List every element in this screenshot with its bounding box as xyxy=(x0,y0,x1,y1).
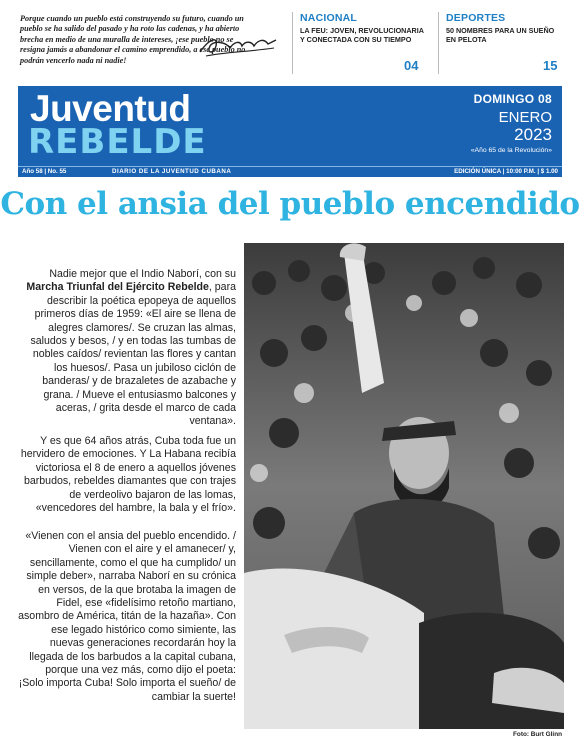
masthead-info-bar xyxy=(18,166,562,177)
anniversary-motto: «Año 65 de la Revolución» xyxy=(470,147,552,154)
paragraph-1-rest: , para describir la poética epopeya de aquellos primeros días de 1959: «El aire se llena de alegres clamores/. Se cruzan las almas, saludos y besos, / y en todas las tumbas de nobles caídos/ revientan las flores y cantan los huesos/. Pasa un jubiloso ciclón de banderas/ y de brazaletes de azabache y grana. / Mueve el entusiasmo balcones y aceras, / grita desde el marco de cada ventana». xyxy=(30,281,236,428)
photo-image xyxy=(244,243,564,729)
date-month: ENERO xyxy=(498,109,552,126)
article-paragraph-2: Y es que 64 años atrás, Cuba toda fue un hervidero de emociones. Y La Habana recibía victoriosa el 8 de enero a aquellos jóvenes barbudos, rebeldes diamantes que con trajes de verdeolivo bajaron de las lomas, «vencedores del hambre, la bala y el frío». xyxy=(20,435,236,515)
poem-title: Marcha Triunfal del Ejército Rebelde xyxy=(26,281,209,294)
date-year: 2023 xyxy=(514,125,552,144)
date-block xyxy=(471,92,552,154)
teaser-nacional-page: 04 xyxy=(404,58,419,73)
main-photo xyxy=(244,243,564,729)
teaser-nacional-text: LA FEU: JOVEN, REVOLUCIONARIA Y CONECTADA CON SU TIEMPO xyxy=(300,26,424,44)
teaser-nacional[interactable] xyxy=(300,12,424,44)
logo-juventud: Juventud xyxy=(30,88,191,129)
signature-icon xyxy=(196,30,280,60)
strip-divider xyxy=(292,12,293,74)
top-strip xyxy=(0,0,580,86)
date-day: DOMINGO 08 xyxy=(473,92,552,106)
article-paragraph-1 xyxy=(18,268,236,429)
headline: Con el ansia del pueblo encendido xyxy=(0,186,580,222)
logo-rebelde: REBELDE xyxy=(28,122,207,162)
teaser-deportes-label: DEPORTES xyxy=(446,12,506,24)
paragraph-1-intro: Nadie mejor que el Indio Naborí, con su xyxy=(49,268,236,280)
teaser-deportes[interactable] xyxy=(446,12,564,44)
article-paragraph-3: «Vienen con el ansia del pueblo encendido. / Vienen con el aire y el amanecer/ y, sencillamente, como el que ha cumplido/ un simple deber», narraba Naborí en su crónica en versos, de la que brotaba la imagen de Fidel, ese «fidelísimo retoño martiano, asombro de América, titán de la hazaña». Con ese legado histórico como simiente, las nuevas generaciones recordarán hoy la llegada de los barbudos a la capital cubana, porque una vez más, como dijo el poeta: ¡Solo importa Cuba! Solo importa el sueño/ de cambiar la suerte! xyxy=(18,530,236,703)
photo-credit: Foto: Burt Glinn xyxy=(513,731,562,738)
teaser-deportes-page: 15 xyxy=(543,58,558,73)
teaser-nacional-label: NACIONAL xyxy=(300,12,358,24)
tagline: DIARIO DE LA JUVENTUD CUBANA xyxy=(112,168,232,175)
issue-number: Año 58 | No. 55 xyxy=(22,168,67,175)
teaser-deportes-text: 50 NOMBRES PARA UN SUEÑO EN PELOTA xyxy=(446,26,555,44)
quote-text: Porque cuando un pueblo está construyendo su futuro, cuando un pueblo se ha salido del pasado y ha roto las cadenas, y ha abierto brecha en medio de una muralla de intereses, ¡ese pueblo no se resigna jamás a abandonar el camino emprendido, a ese pueblo no podrán vencerlo nada ni nadie! xyxy=(20,14,246,65)
masthead xyxy=(18,86,562,166)
strip-divider xyxy=(438,12,439,74)
edition-info: EDICIÓN ÚNICA | 10:00 P.M. | $ 1.00 xyxy=(454,168,558,175)
